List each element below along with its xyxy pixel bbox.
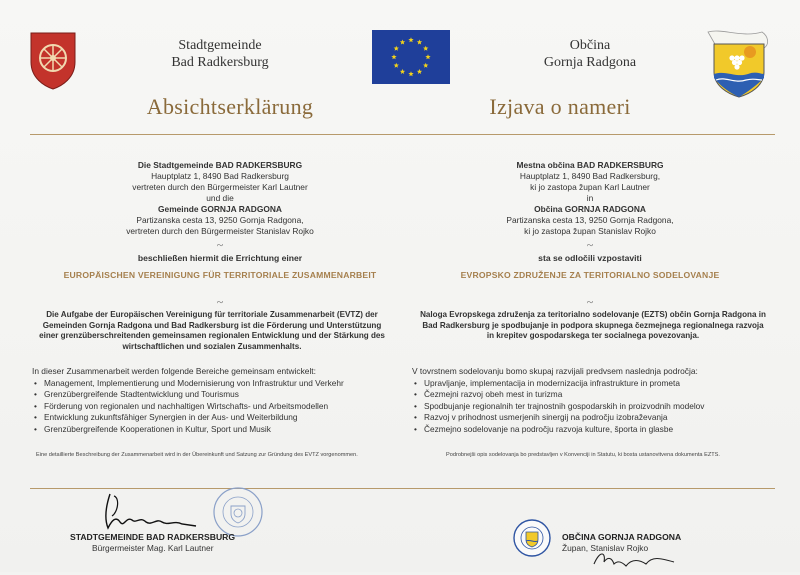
- left-signatory-org: STADTGEMEINDE BAD RADKERSBURG: [70, 532, 236, 542]
- list-item: • Čezmejno sodelovanje na področju razvoja kulture, športa in glasbe: [412, 424, 782, 435]
- coat-of-arms-wheel-icon: [28, 30, 78, 90]
- de-separator-2: ~: [216, 295, 224, 309]
- de-parties-block: [60, 160, 380, 307]
- sl-party2-rep: ki jo zastopa župan Stanislav Rojko: [524, 226, 656, 236]
- sl-party2-address: Partizanska cesta 13, 9250 Gornja Radgona,: [506, 215, 674, 225]
- top-divider: [30, 134, 775, 135]
- list-item: • Entwicklung zukunftsfähiger Synergien in der Aus- und Weiterbildung: [32, 412, 402, 423]
- de-party1-name: Die Stadtgemeinde BAD RADKERSBURG: [137, 160, 303, 170]
- right-signatory-org: OBČINA GORNJA RADGONA: [562, 532, 682, 542]
- list-item: • Grenzübergreifende Stadtentwicklung und Tourismus: [32, 389, 402, 400]
- eu-flag-icon: [372, 30, 450, 84]
- de-org-name: EUROPÄISCHEN VEREINIGUNG FÜR TERRITORIALE ZUSAMMENARBEIT: [63, 270, 377, 280]
- list-item: • Razvoj v prihodnost usmerjenih sinergij na področju izobraževanja: [412, 412, 782, 423]
- right-org-line1: Občina: [569, 38, 611, 53]
- de-party1-rep: vertreten durch den Bürgermeister Karl Lautner: [132, 182, 308, 192]
- sl-party1-name: Mestna občina BAD RADKERSBURG: [516, 160, 664, 170]
- de-party1-address: Hauptplatz 1, 8490 Bad Radkersburg: [151, 171, 289, 181]
- sl-list-lead: V tovrstnem sodelovanju bomo skupaj razvijali predvsem naslednja področja:: [412, 366, 698, 376]
- list-item: • Förderung von regionalen und nachhaltigen Wirtschafts- und Arbeitsmodellen: [32, 401, 402, 412]
- sl-separator-2: ~: [586, 295, 594, 309]
- title-sl: Izjava o nameri: [489, 94, 631, 119]
- right-org-line2: Gornja Radgona: [543, 55, 637, 70]
- right-org-header: [500, 37, 680, 71]
- de-footnote: Eine detaillierte Beschreibung der Zusammenarbeit wird in der Übereinkunft und Satzung zur Gründung des EVTZ vorgenommen.: [36, 452, 358, 458]
- list-item: • Management, Implementierung und Modernisierung von Infrastruktur und Verkehr: [32, 378, 402, 389]
- left-org-line2: Bad Radkersburg: [171, 55, 269, 70]
- sl-party1-rep: ki jo zastopa župan Karl Lautner: [530, 182, 650, 192]
- left-org-line1: Stadtgemeinde: [178, 38, 262, 53]
- list-item: • Grenzübergreifende Kooperationen in Kultur, Sport und Musik: [32, 424, 402, 435]
- left-stamp: [212, 486, 264, 538]
- sl-footnote: Podrobnejši opis sodelovanja bo predstavljen v Konvenciji in Statutu, ki bosta ustanovitvena dokumenta EZTS.: [446, 452, 720, 458]
- right-signature-icon: [590, 548, 680, 570]
- list-item: • Upravljanje, implementacija in modernizacija infrastrukture in prometa: [412, 378, 782, 389]
- sl-areas-list: [412, 378, 782, 435]
- sl-party2-name: Občina GORNJA RADGONA: [534, 204, 646, 214]
- sl-party1-address: Hauptplatz 1, 8490 Bad Radkersburg,: [519, 171, 661, 181]
- list-item: • Čezmejni razvoj obeh mest in turizma: [412, 389, 782, 400]
- coat-of-arms-grapes-sun-icon: [702, 26, 776, 100]
- de-party2-rep: vertreten durch den Bürgermeister Stanislav Rojko: [126, 226, 314, 236]
- de-verb: beschließen hiermit die Errichtung einer: [137, 253, 303, 263]
- sl-verb: sta se odločili vzpostaviti: [538, 253, 642, 263]
- de-party2-address: Partizanska cesta 13, 9250 Gornja Radgona,: [136, 215, 304, 225]
- de-list-lead: In dieser Zusammenarbeit werden folgende Bereiche gemeinsam entwickelt:: [32, 366, 316, 376]
- left-org-header: [130, 37, 310, 71]
- sl-parties-block: [440, 160, 740, 307]
- sl-org-name: EVROPSKO ZDRUŽENJE ZA TERITORIALNO SODELOVANJE: [460, 270, 720, 280]
- de-aim-paragraph: Die Aufgabe der Europäischen Vereinigung für territoriale Zusammenarbeit (EVTZ) der Gemeinden Gornja Radgona und Bad Radkersburg ist die Förderung und Unterstützung einer grenzüberschreitenden gemeinsamen regionalen Entwicklung und der Stärkung des wirtschaftlichen und sozialen Zusammenhalts.: [39, 310, 385, 351]
- de-areas-list: [32, 378, 402, 435]
- sl-separator-1: ~: [586, 238, 594, 252]
- right-signatory-title: Župan, Stanislav Rojko: [562, 543, 649, 553]
- list-item: • Spodbujanje regionalnih ter trajnostnih gospodarskih in proizvodnih modelov: [412, 401, 782, 412]
- sl-and: in: [586, 193, 594, 203]
- de-separator-1: ~: [216, 238, 224, 252]
- de-and: und die: [206, 193, 234, 203]
- sl-aim-paragraph: Naloga Evropskega združenja za teritorialno sodelovanje (EZTS) občin Gornja Radgona in Bad Radkersburg je spodbujanje in podpora skupnega čezmejnega regionalnega razvoja in krepitev gospodarskega ter socialnega povezovanja.: [420, 310, 766, 340]
- de-party2-name: Gemeinde GORNJA RADGONA: [158, 204, 282, 214]
- right-stamp: [512, 518, 552, 558]
- left-signatory-title: Bürgermeister Mag. Karl Lautner: [92, 543, 214, 553]
- left-signature-icon: [96, 486, 206, 536]
- title-de: Absichtserklärung: [146, 94, 314, 119]
